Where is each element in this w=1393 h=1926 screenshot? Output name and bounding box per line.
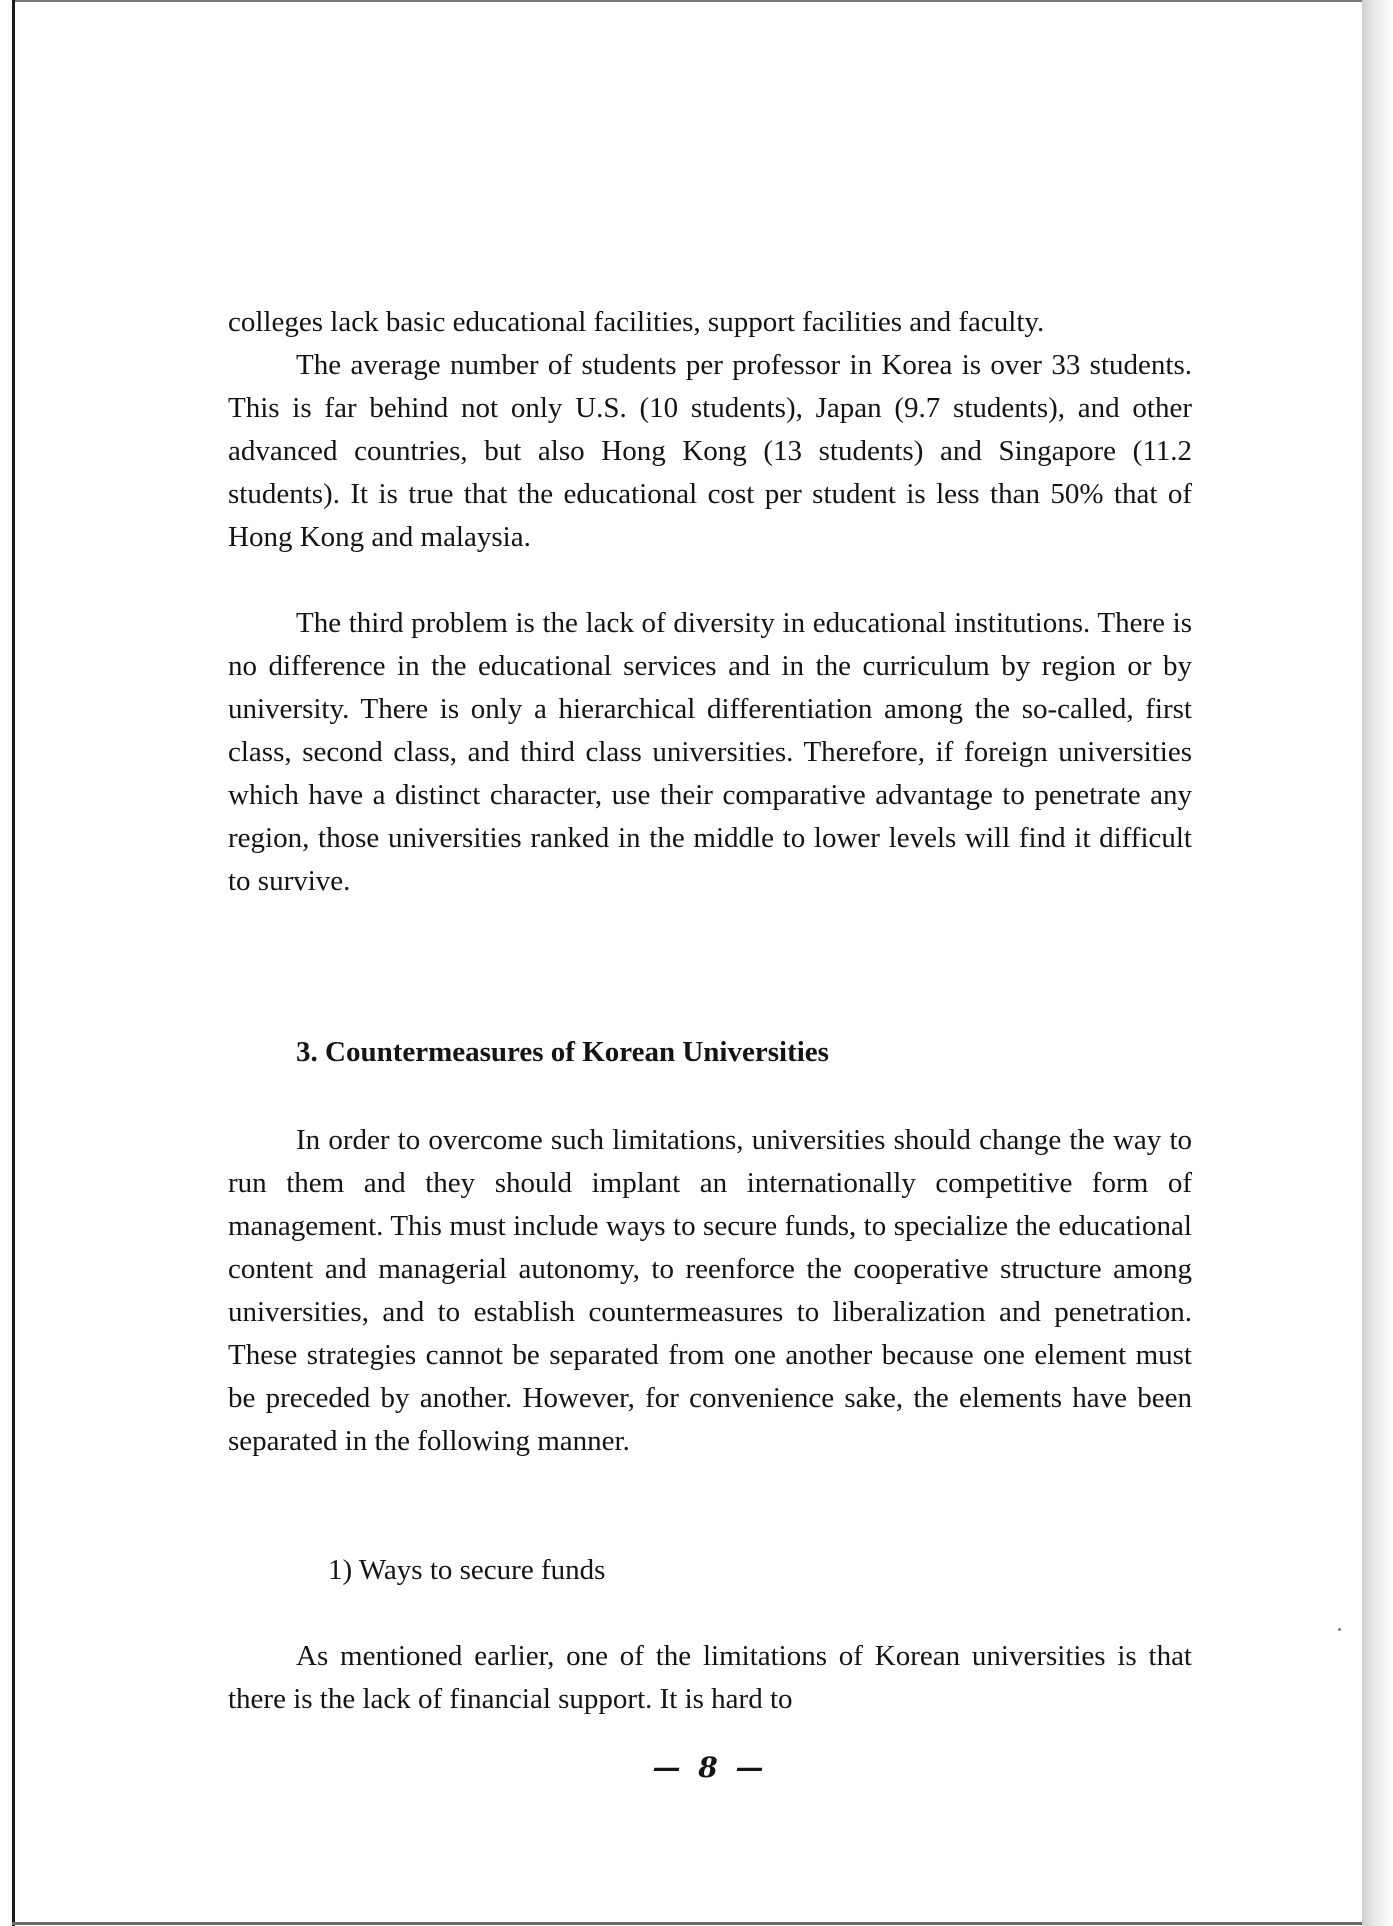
paragraph-countermeasures: In order to overcome such limitations, universities should change the way to run them and they should implant an internationally competitive form of management. This must include ways to secure funds, to specialize the educational content and managerial autonomy, to reenforce the cooperative structure among universities, and to establish countermeasures to liberalization and penetration. These strategies cannot be separated from one another because one element must be preceded by another. However, for convenience sake, the elements have been separated in the following manner. — [228, 1124, 1192, 1457]
paragraph-continuation: colleges lack basic educational facilities, support facilities and faculty. — [228, 306, 1045, 338]
page-left-border — [12, 0, 15, 1926]
scan-speck — [1338, 1628, 1341, 1631]
subsection-heading: 1) Ways to secure funds — [328, 1554, 606, 1586]
page-number: — 8 — — [652, 1751, 768, 1784]
paragraph-financial-support: As mentioned earlier, one of the limitations of Korean universities is that there is the lack of financial support. It is hard to — [228, 1640, 1192, 1715]
page-bottom-border — [12, 1922, 1372, 1925]
section-heading: 3. Countermeasures of Korean Universities — [296, 1036, 829, 1068]
page-top-border — [12, 0, 1372, 2]
paragraph-lack-of-diversity: The third problem is the lack of diversity in educational institutions. There is no difference in the educational services and in the curriculum by region or by university. There is only a hierarchical differentiation among the so-called, first class, second class, and third class universities. Therefore, if foreign universities which have a distinct character, use their comparative advantage to penetrate any region, those universities ranked in the middle to lower levels will find it difficult to survive. — [228, 607, 1192, 897]
page-right-shadow — [1362, 0, 1393, 1926]
paragraph-students-per-professor: The average number of students per professor in Korea is over 33 students. This is far behind not only U.S. (10 students), Japan (9.7 students), and other advanced countries, but also Hong Kong (13 students) and Singapore (11.2 students). It is true that the educational cost per student is less than 50% that of Hong Kong and malaysia. — [228, 349, 1192, 553]
